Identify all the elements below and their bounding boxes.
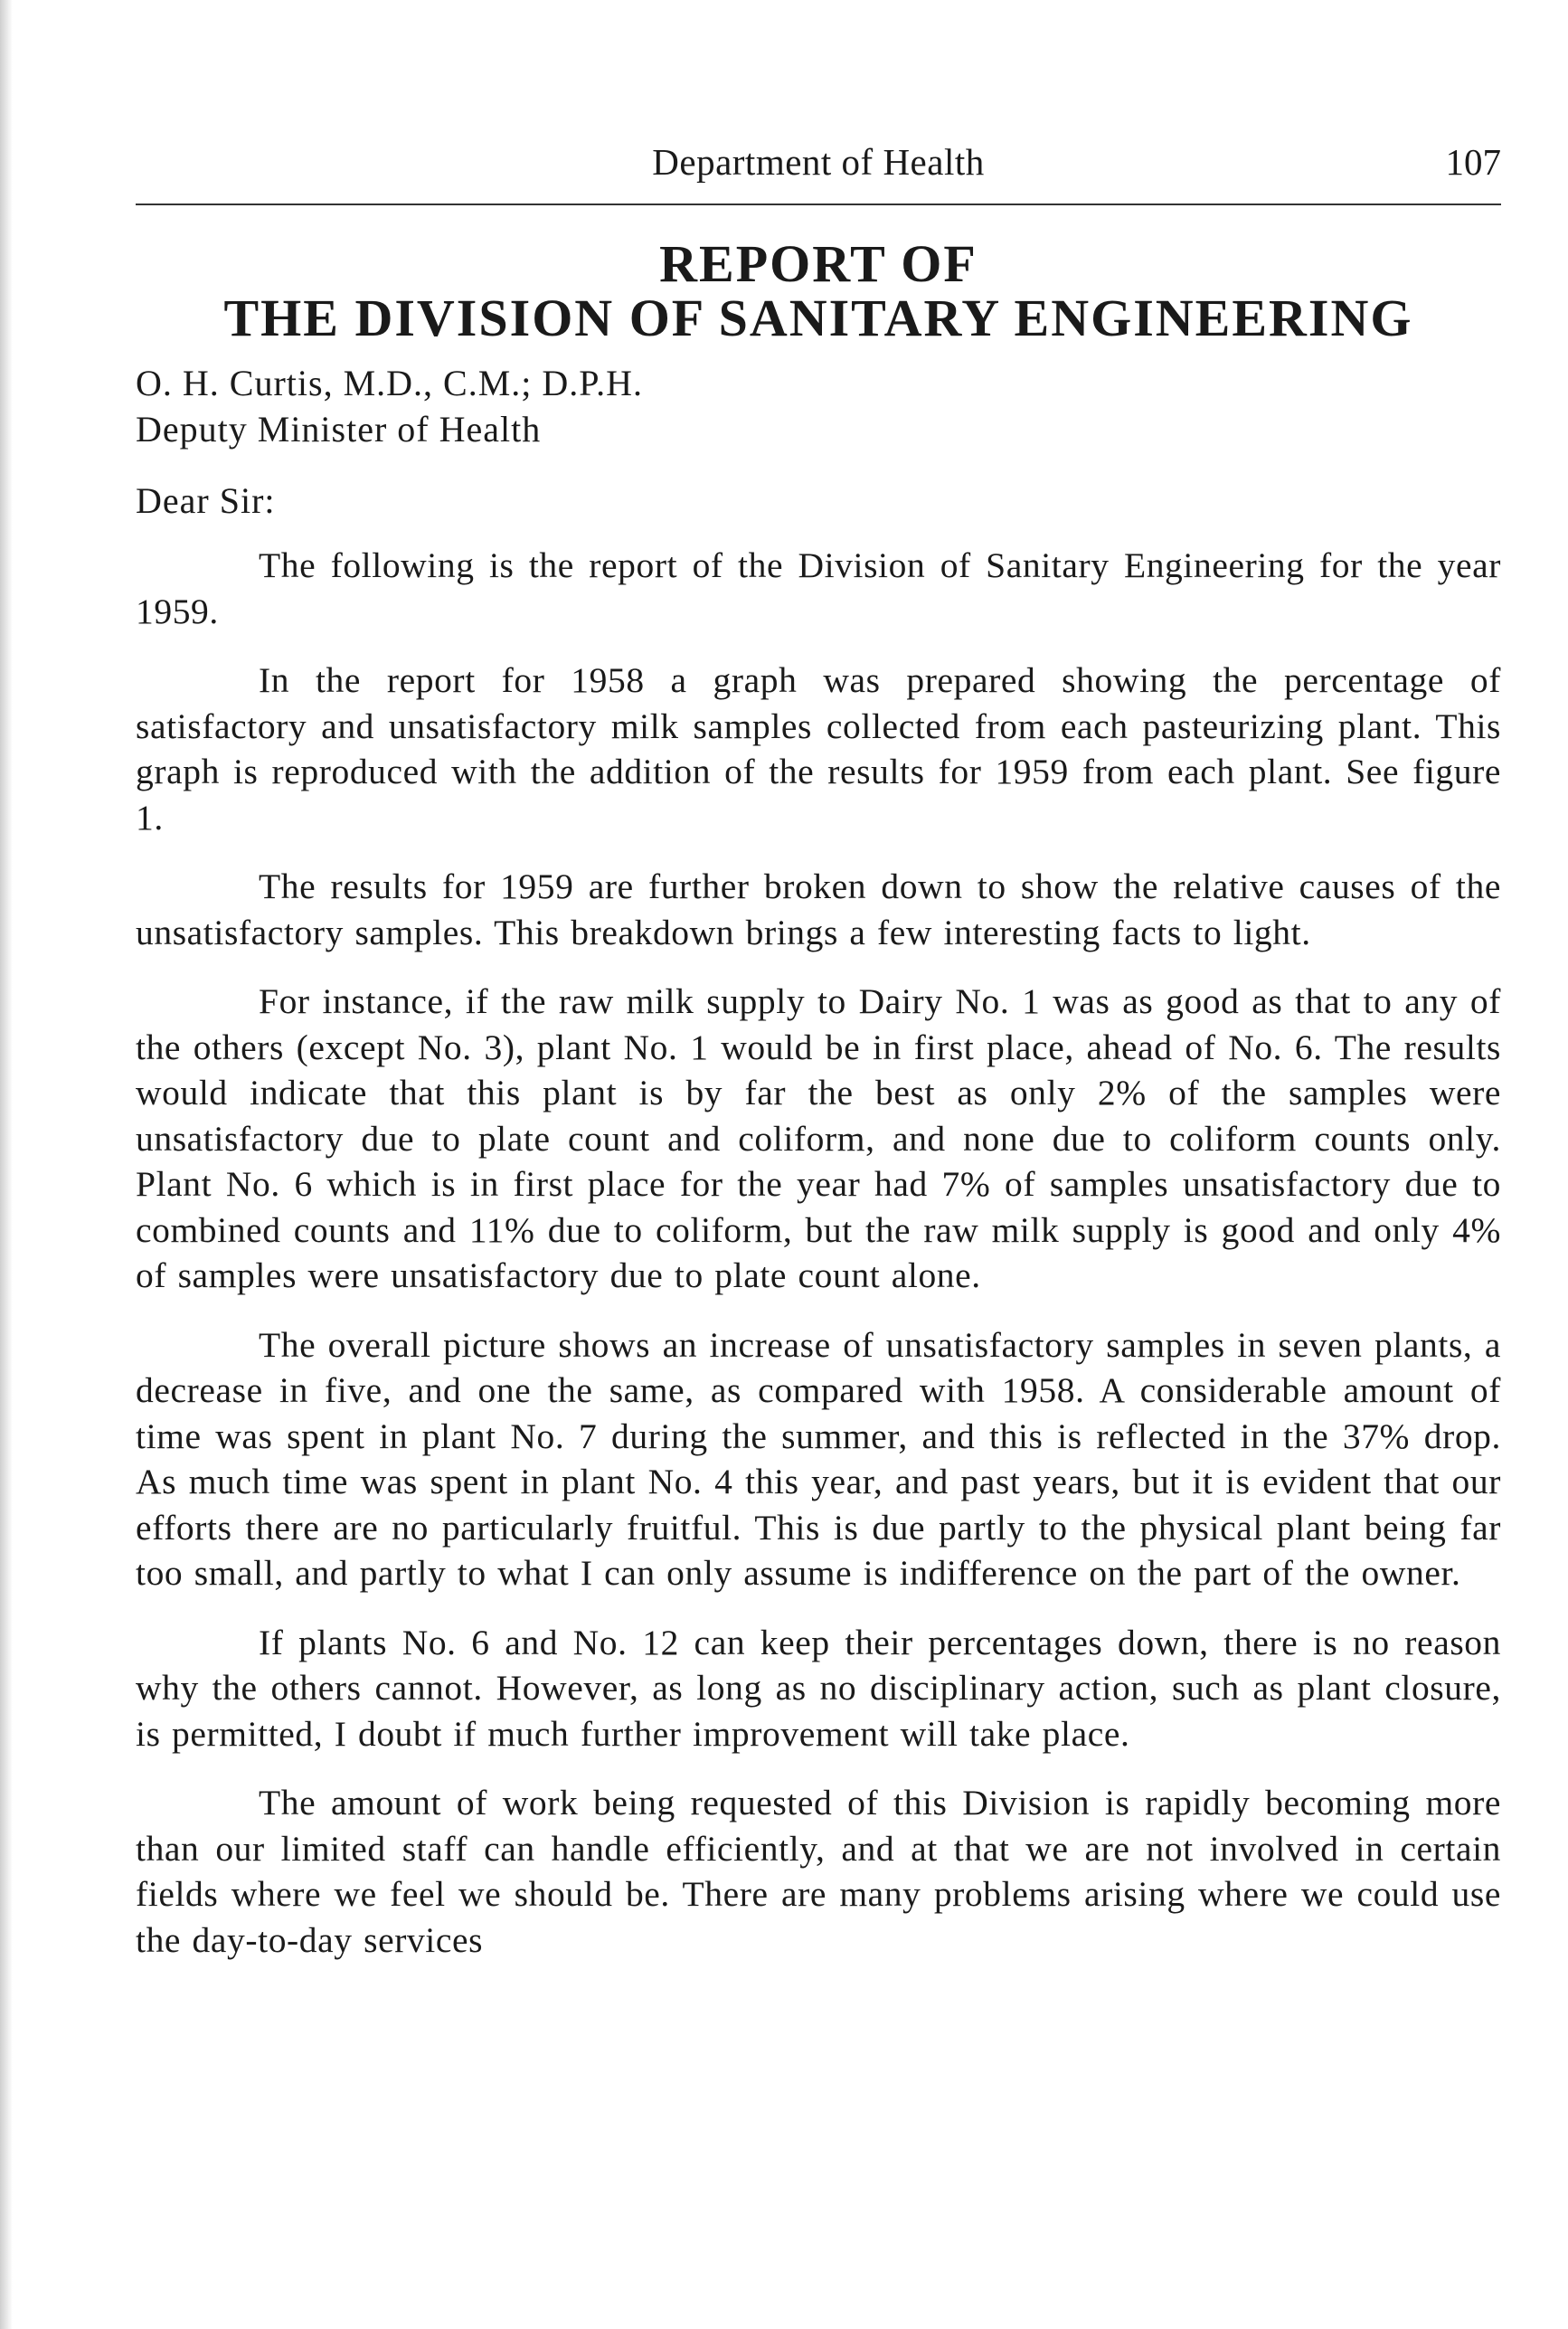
paragraph: If plants No. 6 and No. 12 can keep their percentages down, there is no reason why the others cannot. However, as long as no disciplinary action, such as plant closure, is permitted, I doubt if much further improvement will take place. — [136, 1622, 1501, 1754]
paragraph: The following is the report of the Division of Sanitary Engineering for the year 1959. — [136, 545, 1501, 631]
report-body — [136, 543, 1501, 1986]
addressee-block — [136, 360, 643, 452]
addressee-position: Deputy Minister of Health — [136, 409, 542, 450]
running-title: Department of Health — [652, 141, 985, 183]
paragraph: The overall picture shows an increase of unsatisfactory samples in seven plants, a decrease in five, and one the same, as compared with 1958. A considerable amount of time was spent in plant No. 7 during the summer, and this is reflected in the 37% drop. As much time was spent in plant No. 4 this year, and past years, but it is evident that our efforts there are no particularly fruitful. This is due partly to the physical plant being far too small, and partly to what I can only assume is indifference on the part of the owner. — [136, 1324, 1501, 1593]
addressee-name: O. H. Curtis, M.D., C.M.; D.P.H. — [136, 363, 643, 403]
page-number: 107 — [1445, 141, 1501, 183]
running-header — [136, 140, 1501, 194]
paragraph: For instance, if the raw milk supply to Dairy No. 1 was as good as that to any of the others (except No. 3), plant No. 1 would be in first place, ahead of No. 6. The results would indicate that this plant is by far the best as only 2% of the samples were unsatisfactory due to plate count and coliform, and none due to coliform counts only. Plant No. 6 which is in first place for the year had 7% of samples unsatisfactory due to combined counts and 11% due to coliform, but the raw milk supply is good and only 4% of samples were unsatisfactory due to plate count alone. — [136, 981, 1501, 1295]
salutation: Dear Sir: — [136, 480, 276, 521]
page-edge-shadow — [0, 0, 13, 2329]
paragraph: The amount of work being requested of this Division is rapidly becoming more than our limited staff can handle efficiently, and at that we are not involved in certain fields where we feel we should be. There are many problems arising where we could use the day-to-day services — [136, 1783, 1501, 1960]
report-title-line-1: REPORT OF — [659, 234, 978, 293]
paragraph: The results for 1959 are further broken down to show the relative causes of the unsatisfactory samples. This breakdown brings a few interesting facts to light. — [136, 866, 1501, 952]
paragraph: In the report for 1958 a graph was prepared showing the percentage of satisfactory and unsatisfactory milk samples collected from each pasteurizing plant. This graph is reproduced with the addition of the results for 1959 from each plant. See figure 1. — [136, 660, 1501, 838]
header-rule — [136, 204, 1501, 205]
report-title-line-2: THE DIVISION OF SANITARY ENGINEERING — [223, 289, 1413, 347]
